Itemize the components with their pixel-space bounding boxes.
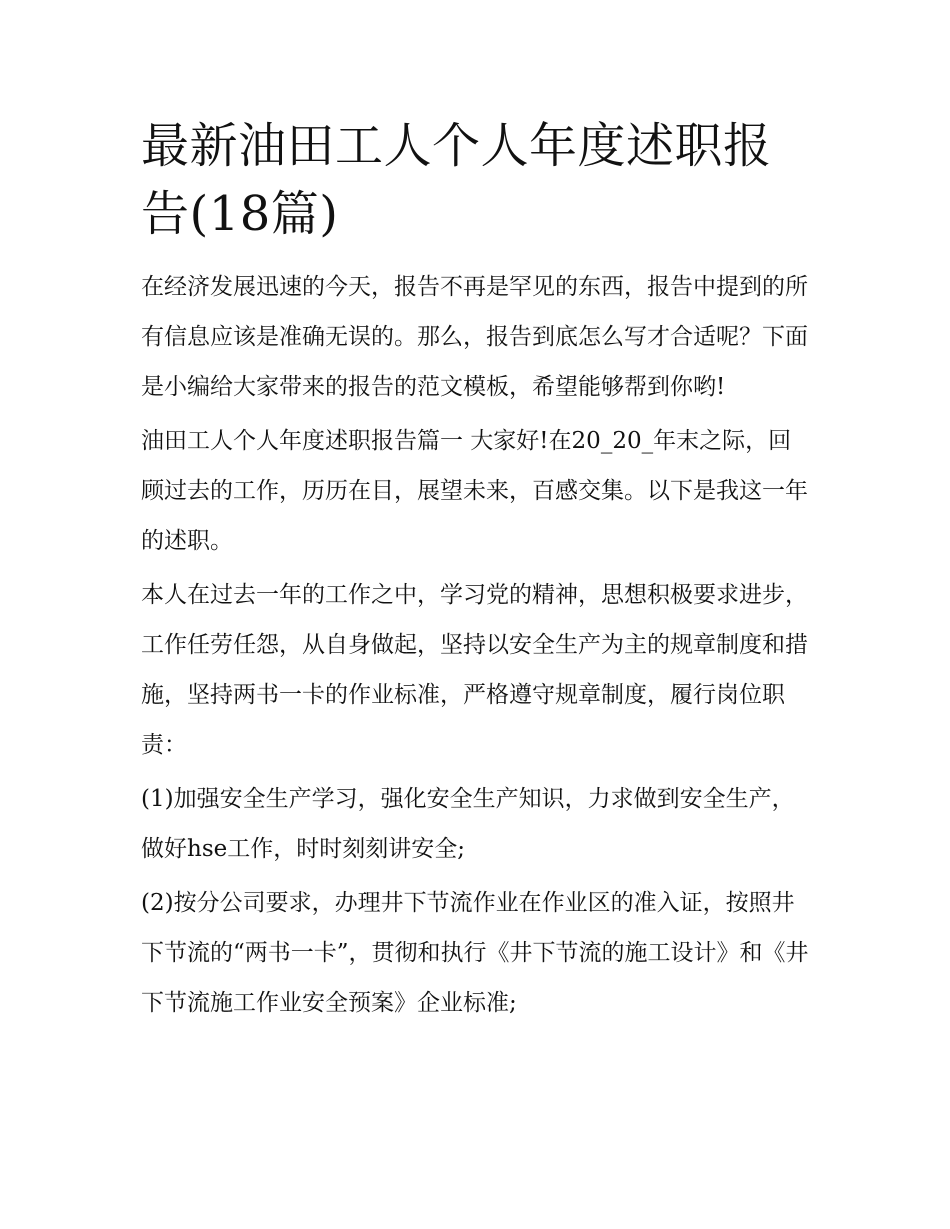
paragraph-item-1: (1)加强安全生产学习，强化安全生产知识，力求做到安全生产，做好hse工作，时时刻刻讲安全; <box>141 786 795 862</box>
document-title: 最新油田工人个人年度述职报告(18篇) <box>141 118 772 242</box>
document-body <box>141 112 813 1032</box>
paragraph-intro: 在经济发展迅速的今天，报告不再是罕见的东西，报告中提到的所有信息应该是准确无误的。那么，报告到底怎么写才合适呢？下面是小编给大家带来的报告的范文模板，希望能够帮到你哟! <box>141 274 808 400</box>
paragraph-duties: 本人在过去一年的工作之中，学习党的精神，思想积极要求进步，工作任劳任怨，从自身做起，坚持以安全生产为主的规章制度和措施，坚持两书一卡的作业标准，严格遵守规章制度，履行岗位职责： <box>141 582 808 758</box>
paragraph-part-one: 油田工人个人年度述职报告篇一 大家好!在20_20_年末之际，回顾过去的工作，历历在目，展望未来，百感交集。以下是我这一年的述职。 <box>141 428 808 554</box>
paragraph-item-2: (2)按分公司要求，办理井下节流作业在作业区的准入证，按照井下节流的“两书一卡”，贯彻和执行《井下节流的施工设计》和《井下节流施工作业安全预案》企业标准; <box>141 890 809 1016</box>
